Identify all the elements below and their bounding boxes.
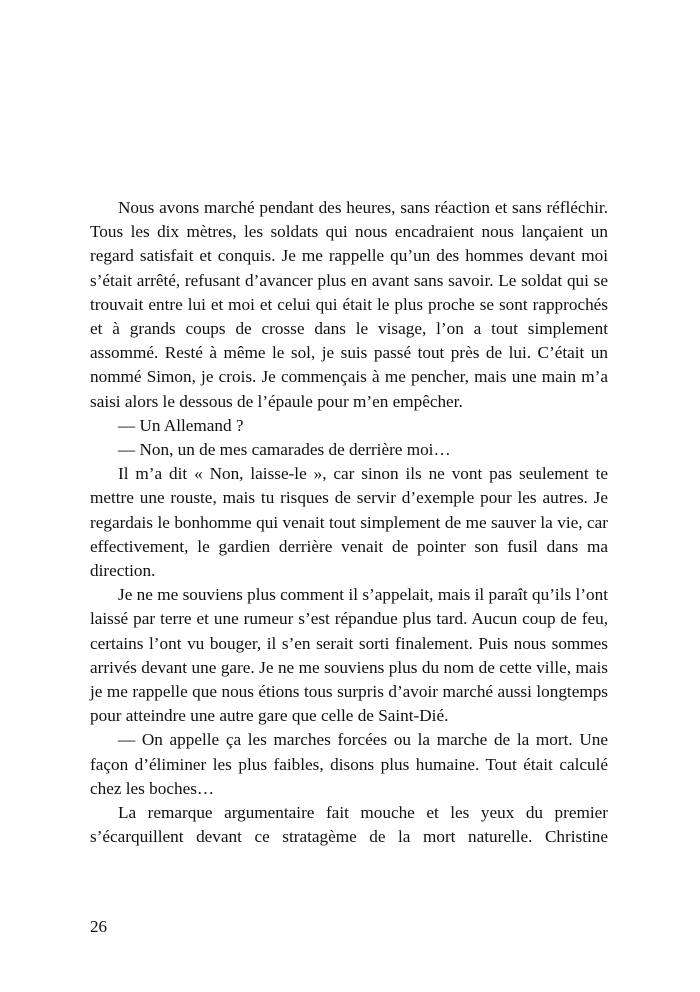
body-text	[90, 196, 608, 849]
paragraph: — Non, un de mes camarades de derrière moi…	[118, 440, 451, 460]
paragraph: — Un Allemand ?	[118, 415, 244, 435]
paragraph-last: La remarque argumentaire fait mouche et les yeux du premier s’écarquillent devant ce stratagème de la mort naturelle. Christine	[90, 803, 608, 847]
paragraph: — On appelle ça les marches forcées ou la marche de la mort. Une façon d’éliminer les plus faibles, disons plus humaine. Tout était calculé chez les boches…	[90, 730, 608, 798]
page-number: 26	[90, 917, 107, 936]
paragraph: Nous avons marché pendant des heures, sans réaction et sans réfléchir. Tous les dix mètres, les soldats qui nous encadraient nous lançaient un regard satisfait et conquis. Je me rappelle qu’un des hommes devant moi s’était arrêté, refusant d’avancer plus en avant sans savoir. Le soldat qui se trouvait entre lui et moi et celui qui était le plus proche se sont rapprochés et à grands coups de crosse dans le visage, l’on a tout simplement assommé. Resté à même le sol, je suis passé tout près de lui. C’était un nommé Simon, je crois. Je commençais à me pencher, mais une main m’a saisi alors le dessous de l’épaule pour m’en empêcher.	[90, 198, 608, 411]
paragraph: Je ne me souviens plus comment il s’appelait, mais il paraît qu’ils l’ont laissé par terre et une rumeur s’est répandue plus tard. Aucun coup de feu, certains l’ont vu bouger, il s’en serait sorti finalement. Puis nous sommes arrivés devant une gare. Je ne me souviens plus du nom de cette ville, mais je me rappelle que nous étions tous surpris d’avoir marché aussi longtemps pour atteindre une autre gare que celle de Saint-Dié.	[90, 585, 608, 726]
paragraph: Il m’a dit « Non, laisse-le », car sinon ils ne vont pas seulement te mettre une rouste, mais tu risques de servir d’exemple pour les autres. Je regardais le bonhomme qui venait tout simplement de me sauver la vie, car effectivement, le gardien derrière venait de pointer son fusil dans ma direction.	[90, 464, 608, 581]
